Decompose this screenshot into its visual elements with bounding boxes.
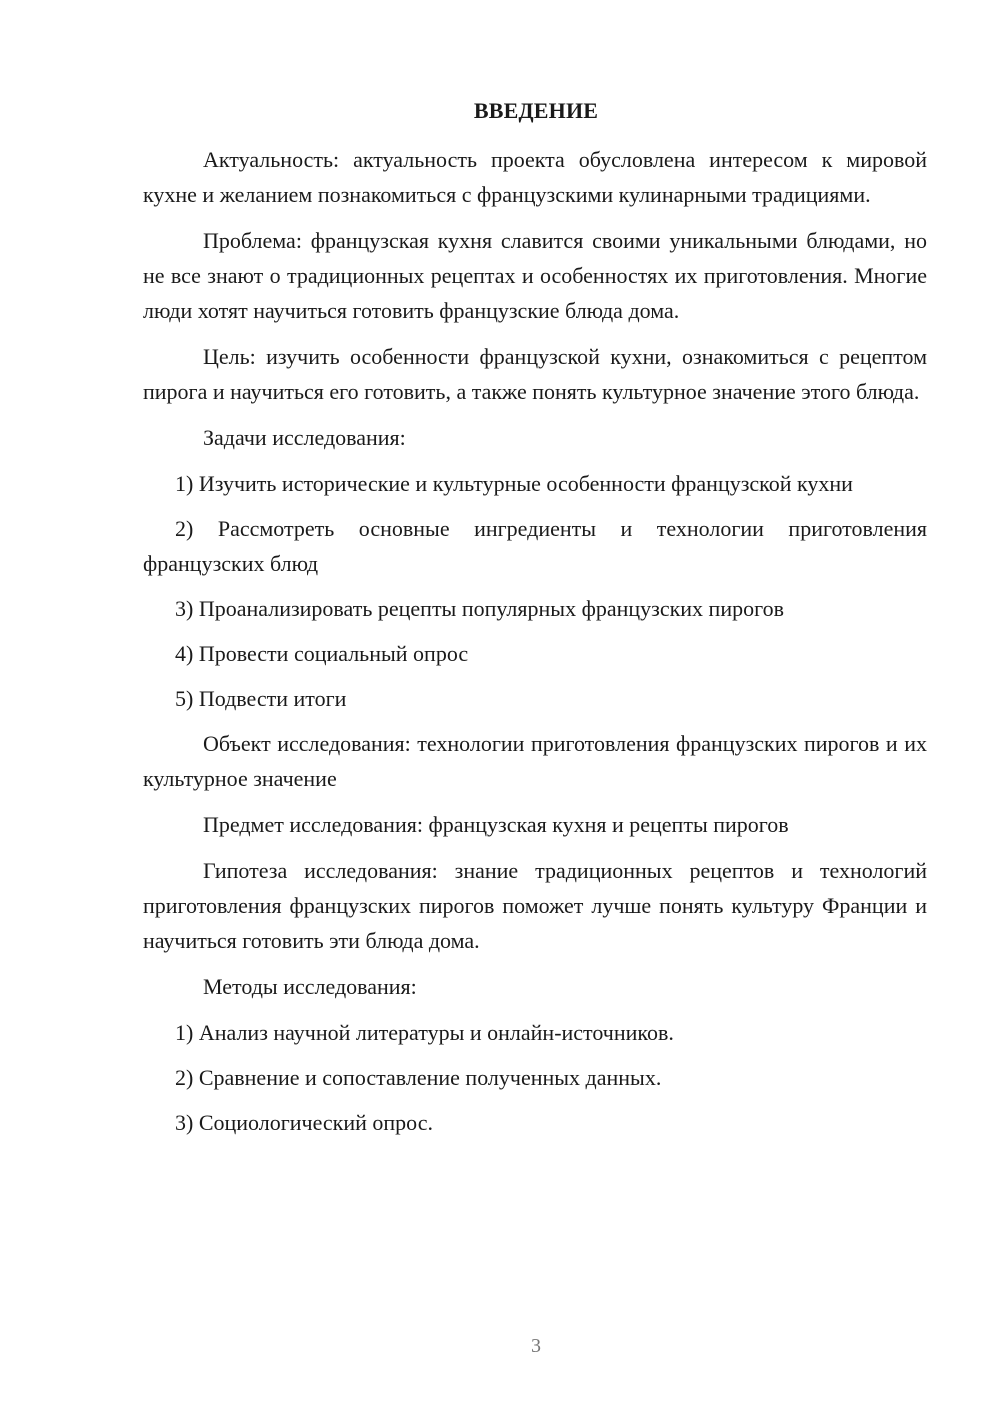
- paragraph-hypothesis: Гипотеза исследования: знание традиционных рецептов и технологий приготовления французских пирогов поможет лучше понять культуру Франции и научиться готовить эти блюда дома.: [143, 858, 927, 953]
- task-item-4: 4) Провести социальный опрос: [175, 641, 469, 666]
- task-item-2: 2) Рассмотреть основные ингредиенты и технологии приготовления французских блюд: [143, 516, 927, 576]
- paragraph-relevance: Актуальность: актуальность проекта обусловлена интересом к мировой кухне и желанием познакомиться с французскими кулинарными традициями.: [143, 147, 927, 207]
- document-body: [143, 142, 927, 1150]
- paragraph-problem: Проблема: французская кухня славится своими уникальными блюдами, но не все знают о традиционных рецептах и особенностях их приготовления. Многие люди хотят научиться готовить французские блюда дома.: [143, 228, 927, 323]
- task-item-1: 1) Изучить исторические и культурные особенности французской кухни: [175, 471, 853, 496]
- section-title: ВВЕДЕНИЕ: [473, 98, 599, 123]
- paragraph-subject: Предмет исследования: французская кухня и рецепты пирогов: [203, 812, 789, 837]
- paragraph-object: Объект исследования: технологии приготовления французских пирогов и их культурное значение: [143, 731, 927, 791]
- method-item-1: 1) Анализ научной литературы и онлайн-источников.: [175, 1020, 674, 1045]
- task-item-3: 3) Проанализировать рецепты популярных французских пирогов: [175, 596, 784, 621]
- tasks-heading: Задачи исследования:: [203, 425, 406, 450]
- method-item-3: 3) Социологический опрос.: [175, 1110, 433, 1135]
- method-item-2: 2) Сравнение и сопоставление полученных данных.: [175, 1065, 662, 1090]
- page-number: 3: [531, 1335, 541, 1357]
- paragraph-goal: Цель: изучить особенности французской кухни, ознакомиться с рецептом пирога и научиться его готовить, а также понять культурное значение этого блюда.: [143, 344, 927, 404]
- task-item-5: 5) Подвести итоги: [175, 686, 347, 711]
- methods-heading: Методы исследования:: [203, 974, 417, 999]
